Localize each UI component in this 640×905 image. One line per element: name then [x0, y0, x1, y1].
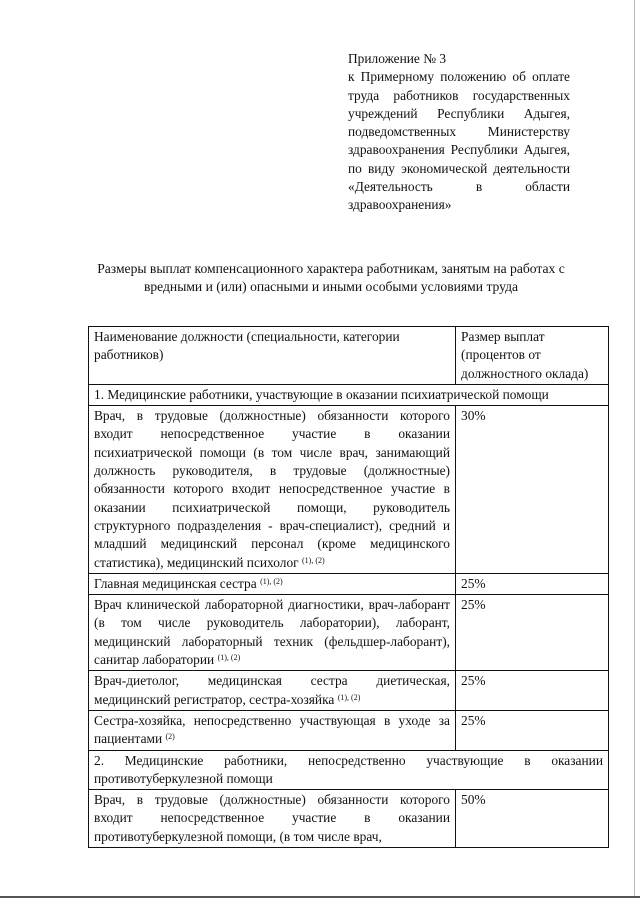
annex-text: к Примерному положению об оплате труда работников государственных учреждений Республики Адыгея, подведомственных Министерству здравоохранения Республики Адыгея, по виду экономической деятельности «Деятельность в области здравоохранения» — [348, 69, 570, 213]
annex-block — [348, 50, 570, 215]
annex-title: Приложение № 3 — [348, 51, 447, 66]
header-rate-cell: Размер выплат (процентов от должностного оклада) — [456, 327, 609, 385]
table-row — [89, 790, 609, 848]
scan-edge-right — [634, 0, 635, 896]
footnote-ref: (1), (2) — [217, 653, 241, 663]
rate-cell: 25% — [456, 573, 609, 594]
header-name-cell: Наименование должности (специальности, категории работников) — [89, 327, 456, 385]
position-cell: Врач, в трудовые (должностные) обязанности которого входит непосредственное участие в оказании противотуберкулезной помощи, (в том числе врач, — [89, 790, 456, 848]
rate-cell: 50% — [456, 790, 609, 848]
compensation-table — [88, 326, 609, 848]
position-cell: Врач, в трудовые (должностные) обязанности которого входит непосредственное участие в оказании психиатрической помощи (в том числе врач, занимающий должность руководителя, в трудовые (должностные) обязанности которого входит непосредственное участие в оказании психиатрической помощи, руководитель структурного подразделения - врач-специалист), средний и младший медицинский персонал (кроме медицинского статистика), медицинский психолог $^{(1), (2)}$ — [89, 406, 456, 574]
footnote-ref: (1), (2) — [337, 692, 361, 702]
rate-cell: 25% — [456, 671, 609, 711]
section-2-heading: 2. Медицинские работники, непосредственно участвующие в оказании противотуберкулезной помощи — [89, 750, 609, 790]
table-header-row — [89, 327, 609, 385]
table-row — [89, 406, 609, 574]
footnote-ref: (1), (2) — [302, 555, 325, 565]
position-cell: Врач-диетолог, медицинская сестра диетическая, медицинский регистратор, сестра-хозяйка $^{(1), (2)}$ — [89, 671, 456, 711]
section-row — [89, 750, 609, 790]
section-row — [89, 384, 609, 405]
table-row — [89, 595, 609, 671]
rate-cell: 30% — [456, 406, 609, 574]
table-row — [89, 671, 609, 711]
section-1-heading: 1. Медицинские работники, участвующие в оказании психиатрической помощи — [89, 384, 609, 405]
document-title: Размеры выплат компенсационного характера работникам, занятым на работах с вредными и (или) опасными и иными особыми условиями труда — [97, 261, 565, 295]
table-row — [89, 710, 609, 750]
position-cell: Главная медицинская сестра $^{(1), (2)}$ — [89, 573, 456, 594]
position-cell: Сестра-хозяйка, непосредственно участвующая в уходе за пациентами $^{(2)}$ — [89, 710, 456, 750]
page-bottom-edge — [0, 896, 640, 898]
rate-cell: 25% — [456, 595, 609, 671]
rate-cell: 25% — [456, 710, 609, 750]
table-row — [89, 573, 609, 594]
footnote-ref: (2) — [165, 732, 175, 742]
footnote-ref: (1), (2) — [260, 576, 283, 586]
position-cell: Врач клинической лабораторной диагностики, врач-лаборант (в том числе руководитель лаборатории), лаборант, медицинский лабораторный техник (фельдшер-лаборант), санитар лаборатории $^{(1), (2)}$ — [89, 595, 456, 671]
